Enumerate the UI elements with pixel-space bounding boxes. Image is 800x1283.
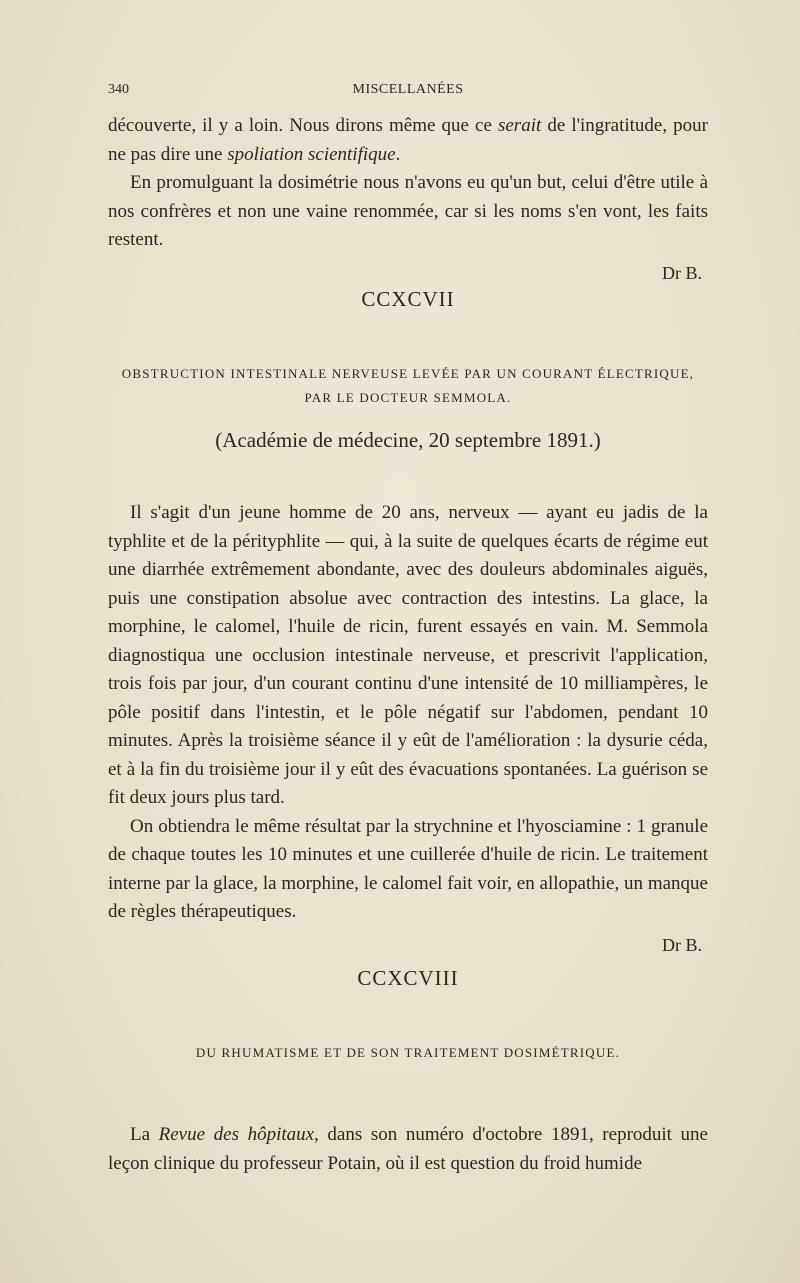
intro-italic-spoliation: spoliation scientifique bbox=[227, 143, 396, 165]
section-ccxcvii bbox=[108, 287, 708, 959]
section-paragraph-1 bbox=[108, 1121, 708, 1178]
intro-signature: Dr B. bbox=[662, 262, 702, 283]
intro-text-c: . bbox=[395, 143, 401, 165]
intro-italic-serait: serait bbox=[497, 115, 542, 136]
section-source: (Académie de médecine, 20 septembre 1891.) bbox=[215, 428, 601, 452]
section-title: DU RHUMATISME ET DE SON TRAITEMENT DOSIMÉTRIQUE. bbox=[195, 1045, 621, 1060]
section-paragraph-1: Il s'agit d'un jeune homme de 20 ans, nerveux — ayant eu jadis de la typhlite et de la pérityphlite — qui, à la suite de quelques écarts de régime eut une diarrhée extrêmement abondante, avec des douleurs abdominales aiguës, puis une constipation absolue avec contraction des intestins. La glace, la morphine, le calomel, l'huile de ricin, furent essayés en vain. M. Semmola diagnostiqua une occlusion intestinale nerveuse, et prescrivit l'application, trois fois par jour, d'un courant continu d'une intensité de 10 milliampères, le pôle positif dans l'intestin, et le pôle négatif sur l'abdomen, pendant 10 minutes. Après la troisième séance il y eût de l'amélioration : la dysurie céda, et à la fin du troisième jour il y eût des évacuations spontanées. La guérison se fit deux jours plus tard. bbox=[108, 502, 708, 808]
section-text-a: La bbox=[130, 1124, 159, 1145]
intro-paragraph-1 bbox=[108, 112, 708, 169]
intro-text-a: découverte, il y a loin. Nous dirons même que ce bbox=[108, 115, 498, 136]
section-title-line-2: PAR LE DOCTEUR SEMMOLA. bbox=[304, 390, 512, 405]
section-text-b: , dans son numéro d'octobre 1891, reproduit une leçon clinique du professeur Potain, où il est question du froid humide bbox=[108, 1124, 708, 1174]
section-paragraph-2: On obtiendra le même résultat par la strychnine et l'hyosciamine : 1 granule de chaque toutes les 10 minutes et une cuillerée d'huile de ricin. Le traitement interne par la glace, la morphine, le calomel fait voir, en allopathie, un manque de règles thérapeutiques. bbox=[108, 815, 708, 922]
section-number: CCXCVIII bbox=[357, 966, 459, 990]
section-number: CCXCVII bbox=[361, 287, 455, 311]
section-ccxcviii bbox=[108, 966, 708, 1178]
running-title: MISCELLANÉES bbox=[352, 82, 464, 97]
intro-paragraph-2: En promulguant la dosimétrie nous n'avons eu qu'un but, celui d'être utile à nos confrères et non une vaine renommée, car si les noms s'en vont, les faits restent. bbox=[108, 172, 708, 250]
section-italic-revue: Revue des hôpitaux bbox=[158, 1124, 315, 1145]
page-header bbox=[108, 82, 708, 102]
section-signature: Dr B. bbox=[662, 934, 702, 955]
page-number: 340 bbox=[108, 82, 129, 97]
section-title-line-1: OBSTRUCTION INTESTINALE NERVEUSE LEVÉE PAR UN COURANT ÉLECTRIQUE, bbox=[121, 366, 695, 381]
intro-text-b: de l'ingratitude, pour ne pas dire une bbox=[108, 115, 708, 165]
intro-block bbox=[108, 112, 708, 287]
